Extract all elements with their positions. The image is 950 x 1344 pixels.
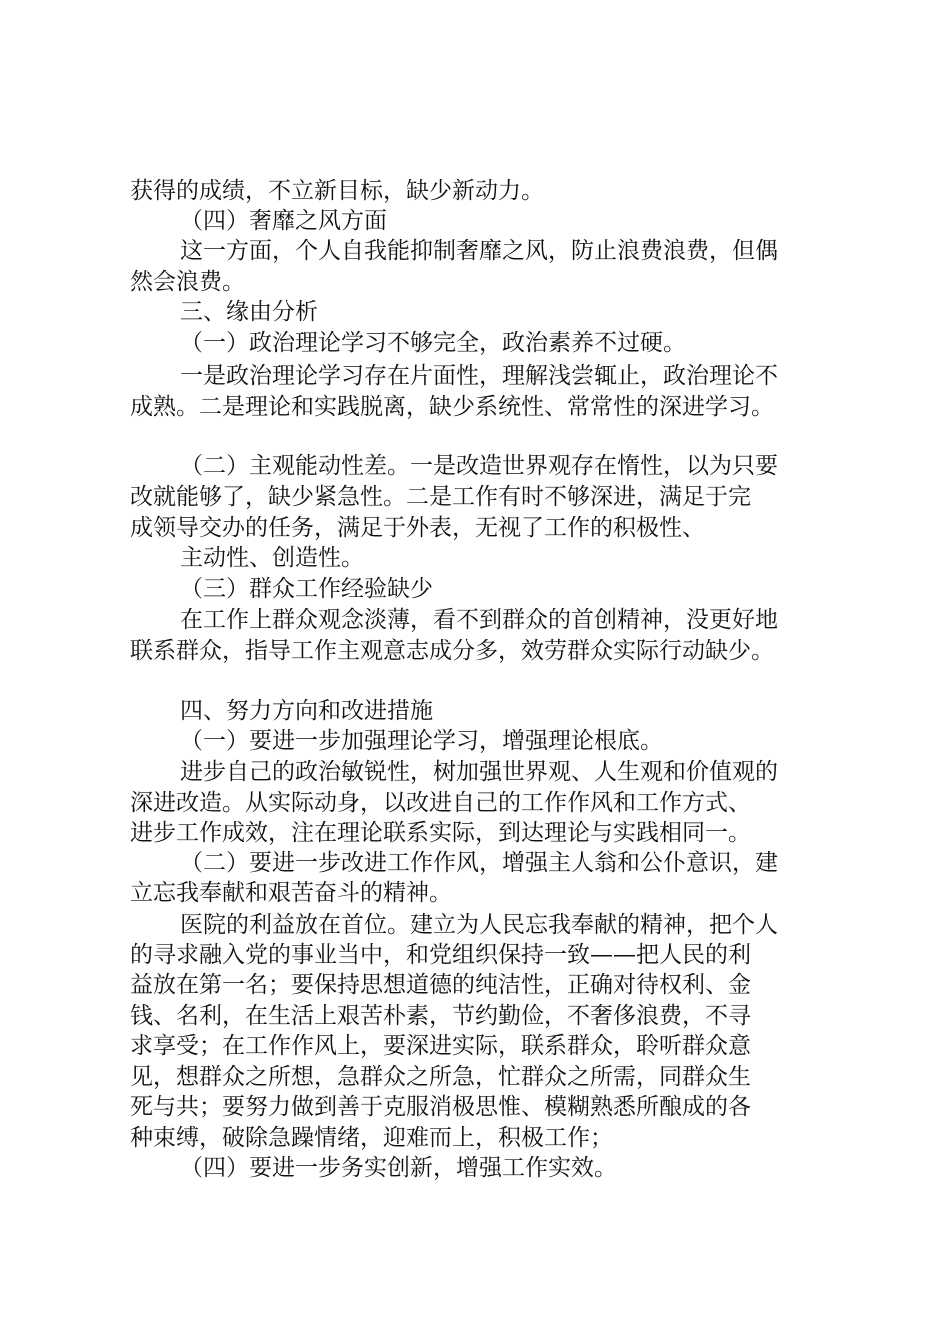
subheading-4-innovation: （四）要进一步务实创新，增强工作实效。 [180,1155,617,1181]
text-line-12: 主动性、创造性。 [180,545,364,571]
text-line-28: 见，想群众之所想，急群众之所急，忙群众之所需，同群众生 [130,1064,751,1090]
text-line-18: 进步自己的政治敏锐性，树加强世界观、人生观和价值观的 [180,759,778,785]
text-line-14: 在工作上群众观念淡薄，看不到群众的首创精神，没更好地 [180,607,778,633]
text-line-8: 成熟。二是理论和实践脱离，缺少系统性、常常性的深进学习。 [130,394,774,420]
text-line-23: 医院的利益放在首位。建立为人民忘我奉献的精神，把个人 [180,912,778,938]
section-heading-4-improvement-measures: 四、努力方向和改进措施 [180,698,433,724]
text-line-29: 死与共；要努力做到善于克服消极思惟、模糊熟悉所酿成的各 [130,1094,751,1120]
subheading-1-theory-study: （一）要进一步加强理论学习，增强理论根底。 [180,728,663,754]
text-line-22: 立忘我奉献和艰苦奋斗的精神。 [130,880,452,906]
text-line-24: 的寻求融入党的事业当中，和党组织保持一致——把人民的利 [130,942,751,968]
text-line-11: 成领导交办的任务，满足于外表，无视了工作的积极性、 [130,515,705,541]
subheading-2-work-style: （二）要进一步改进工作作风，增强主人翁和公仆意识，建 [180,850,778,876]
text-line-10: 改就能够了，缺少紧急性。二是工作有时不够深进，满足于完 [130,484,751,510]
text-line-15: 联系群众，指导工作主观意志成分多，效劳群众实际行动缺少。 [130,638,774,664]
text-line-25: 益放在第一名；要保持思想道德的纯洁性，正确对待权利、金 [130,972,751,998]
text-line-4: 然会浪费。 [130,269,245,295]
text-line-27: 求享受；在工作作风上，要深进实际，联系群众，聆听群众意 [130,1033,751,1059]
text-line-1: 获得的成绩，不立新目标，缺少新动力。 [130,178,544,204]
text-line-19: 深进改造。从实际动身，以改进自己的工作作风和工作方式、 [130,790,751,816]
text-line-30: 种束缚，破除急躁情绪，迎难而上，积极工作； [130,1125,613,1151]
subheading-2-initiative: （二）主观能动性差。一是改造世界观存在惰性，以为只要 [180,453,778,479]
section-heading-3-cause-analysis: 三、缘由分析 [180,299,318,325]
subheading-1-political-theory: （一）政治理论学习不够完全，政治素养不过硬。 [180,330,686,356]
text-line-3: 这一方面，个人自我能抑制奢靡之风，防止浪费浪费，但偶 [180,238,778,264]
subheading-3-mass-work: （三）群众工作经验缺少 [180,576,433,602]
text-line-26: 钱、名利，在生活上艰苦朴素，节约勤俭，不奢侈浪费，不寻 [130,1003,751,1029]
text-line-20: 进步工作成效，注在理论联系实际，到达理论与实践相同一。 [130,820,751,846]
text-line-7: 一是政治理论学习存在片面性，理解浅尝辄止，政治理论不 [180,363,778,389]
subheading-4-extravagance: （四）奢靡之风方面 [180,208,387,234]
